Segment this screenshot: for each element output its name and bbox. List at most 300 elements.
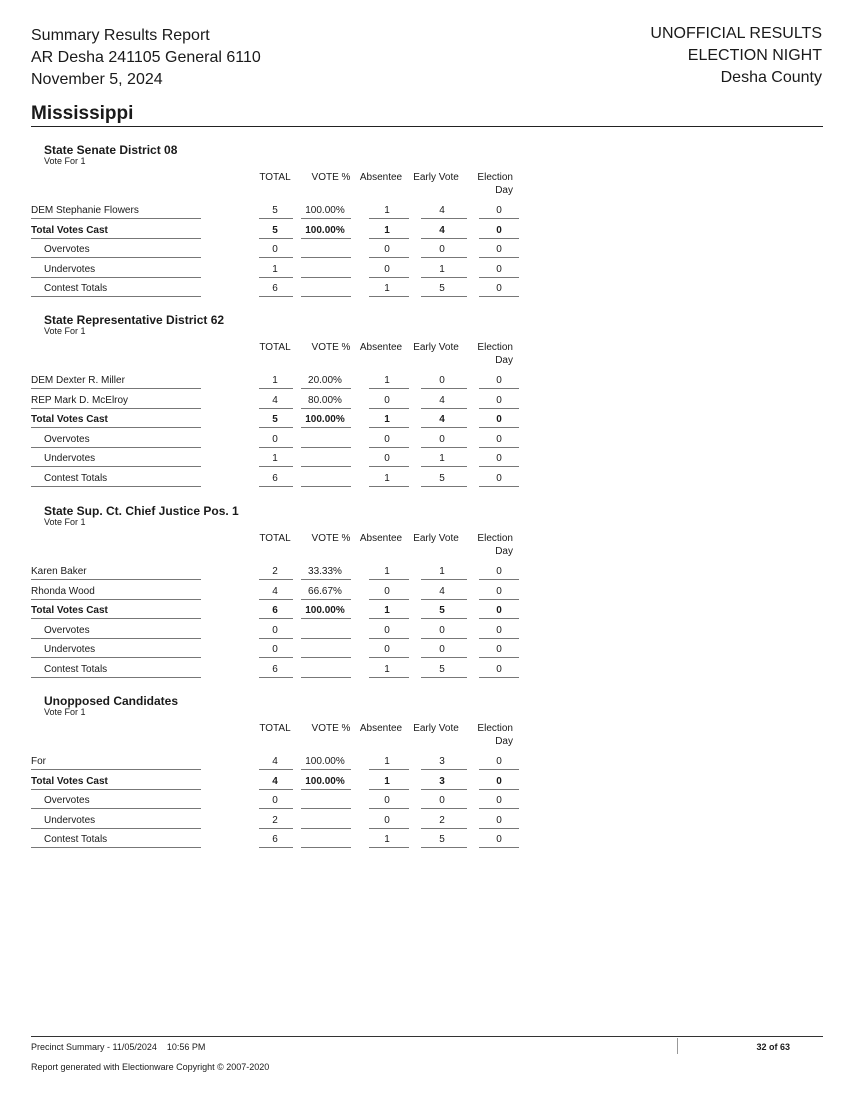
- row-label: Karen Baker: [31, 566, 87, 577]
- election-night-label: ELECTION NIGHT: [687, 47, 822, 64]
- row-underline: [369, 277, 409, 278]
- cell-total: 0: [272, 795, 278, 807]
- row-underline: [479, 677, 519, 678]
- cell-early-vote: 0: [439, 244, 445, 256]
- row-underline: [259, 808, 293, 809]
- row-underline: [421, 638, 467, 639]
- cell-early-vote: 1: [439, 263, 445, 275]
- cell-absentee: 0: [384, 244, 390, 256]
- vote-for-label: Vote For 1: [44, 707, 86, 717]
- county-name: Desha County: [720, 69, 822, 86]
- row-underline: [31, 466, 201, 467]
- row-underline: [259, 638, 293, 639]
- row-label: Contest Totals: [44, 473, 108, 484]
- cell-total: 5: [272, 205, 278, 216]
- row-label: Contest Totals: [44, 834, 108, 846]
- row-underline: [479, 828, 519, 829]
- row-underline: [301, 599, 351, 600]
- row-underline: [421, 238, 467, 239]
- election-name: AR Desha 241105 General 6110: [31, 49, 261, 66]
- row-underline: [301, 808, 351, 809]
- row-underline: [369, 238, 409, 239]
- result-row: [31, 240, 511, 258]
- cell-election-day: 0: [496, 775, 502, 787]
- row-underline: [421, 828, 467, 829]
- row-label: DEM Stephanie Flowers: [31, 205, 139, 216]
- cell-vote-percent: 80.00%: [308, 394, 342, 406]
- result-row: [31, 221, 511, 239]
- election-date: November 5, 2024: [31, 71, 163, 88]
- cell-early-vote: 0: [439, 433, 445, 445]
- column-header-vote-percent: VOTE %: [311, 723, 351, 734]
- row-underline: [479, 638, 519, 639]
- cell-vote-percent: 66.67%: [308, 585, 342, 597]
- row-underline: [31, 618, 201, 619]
- result-row: [31, 201, 511, 219]
- row-underline: [301, 847, 351, 848]
- row-label: Contest Totals: [44, 664, 108, 675]
- result-row: [31, 830, 511, 848]
- row-underline: [369, 427, 409, 428]
- cell-early-vote: 4: [439, 205, 445, 216]
- row-underline: [301, 277, 351, 278]
- row-underline: [369, 808, 409, 809]
- row-label: REP Mark D. McElroy: [31, 394, 129, 406]
- row-underline: [31, 789, 201, 790]
- cell-vote-percent: 20.00%: [308, 375, 342, 386]
- row-underline: [259, 218, 293, 219]
- row-underline: [301, 789, 351, 790]
- column-header-vote-percent: VOTE %: [311, 533, 351, 544]
- row-underline: [369, 408, 409, 409]
- column-header-early-vote: Early Vote: [413, 533, 459, 544]
- cell-early-vote: 4: [439, 414, 445, 426]
- row-underline: [421, 847, 467, 848]
- vote-for-label: Vote For 1: [44, 517, 86, 527]
- row-underline: [421, 277, 467, 278]
- cell-election-day: 0: [496, 433, 502, 445]
- row-underline: [421, 789, 467, 790]
- column-header-total: TOTAL: [259, 172, 291, 183]
- row-underline: [31, 599, 201, 600]
- column-header-early-vote: Early Vote: [413, 342, 459, 353]
- header-divider: [31, 126, 823, 127]
- cell-election-day: 0: [496, 566, 502, 577]
- row-underline: [31, 238, 201, 239]
- row-label: Overvotes: [44, 795, 90, 807]
- row-underline: [421, 427, 467, 428]
- cell-total: 0: [272, 244, 278, 256]
- cell-absentee: 1: [384, 775, 390, 787]
- row-underline: [479, 257, 519, 258]
- cell-early-vote: 2: [439, 814, 445, 826]
- cell-election-day: 0: [496, 814, 502, 826]
- page-number: 32 of 63: [756, 1042, 790, 1052]
- row-label: Undervotes: [44, 644, 96, 656]
- row-underline: [31, 408, 201, 409]
- column-header-absentee: Absentee: [359, 172, 403, 183]
- cell-total: 6: [272, 473, 278, 484]
- cell-absentee: 0: [384, 433, 390, 445]
- row-underline: [369, 447, 409, 448]
- footer-time: 10:56 PM: [166, 1042, 206, 1052]
- column-header-election-day: [471, 341, 513, 367]
- row-label: Contest Totals: [44, 283, 108, 295]
- cell-absentee: 0: [384, 585, 390, 597]
- column-header-election-day-line2: Day: [495, 185, 513, 196]
- row-label: Undervotes: [44, 263, 96, 275]
- row-underline: [421, 296, 467, 297]
- row-underline: [421, 769, 467, 770]
- row-underline: [301, 218, 351, 219]
- vote-for-label: Vote For 1: [44, 156, 86, 166]
- unofficial-label: UNOFFICIAL RESULTS: [650, 25, 822, 42]
- row-underline: [369, 769, 409, 770]
- row-underline: [369, 599, 409, 600]
- column-header-election-day: [471, 722, 513, 748]
- row-underline: [301, 828, 351, 829]
- cell-election-day: 0: [496, 263, 502, 275]
- vote-for-label: Vote For 1: [44, 326, 86, 336]
- row-underline: [421, 257, 467, 258]
- row-underline: [31, 257, 201, 258]
- result-row: [31, 752, 511, 770]
- result-row: [31, 621, 511, 639]
- row-underline: [301, 638, 351, 639]
- row-label: Overvotes: [44, 244, 90, 256]
- result-row: [31, 410, 511, 428]
- row-underline: [31, 808, 201, 809]
- row-underline: [259, 466, 293, 467]
- row-underline: [259, 579, 293, 580]
- cell-early-vote: 1: [439, 453, 445, 465]
- column-header-election-day-line1: Election: [477, 342, 513, 353]
- result-row: [31, 582, 511, 600]
- cell-absentee: 1: [384, 566, 390, 577]
- row-underline: [301, 408, 351, 409]
- result-row: [31, 772, 511, 790]
- result-row: [31, 371, 511, 389]
- column-header-vote-percent: VOTE %: [311, 342, 351, 353]
- row-underline: [31, 277, 201, 278]
- row-underline: [479, 218, 519, 219]
- row-underline: [479, 579, 519, 580]
- row-underline: [31, 847, 201, 848]
- contest-title: Unopposed Candidates: [44, 694, 179, 708]
- row-underline: [479, 618, 519, 619]
- row-underline: [301, 579, 351, 580]
- row-underline: [259, 408, 293, 409]
- column-header-election-day-line2: Day: [495, 736, 513, 747]
- column-header-total: TOTAL: [259, 342, 291, 353]
- cell-absentee: 0: [384, 263, 390, 275]
- footer-divider: [31, 1036, 823, 1037]
- cell-early-vote: 0: [439, 644, 445, 656]
- result-row: [31, 279, 511, 297]
- row-label: Total Votes Cast: [31, 224, 108, 236]
- row-underline: [369, 486, 409, 487]
- row-underline: [369, 677, 409, 678]
- row-underline: [479, 296, 519, 297]
- cell-election-day: 0: [496, 283, 502, 295]
- row-underline: [301, 769, 351, 770]
- column-header-vote-percent: VOTE %: [311, 172, 351, 183]
- cell-absentee: 1: [384, 224, 390, 236]
- row-underline: [369, 388, 409, 389]
- cell-election-day: 0: [496, 605, 502, 617]
- result-row: [31, 260, 511, 278]
- column-header-absentee: Absentee: [359, 342, 403, 353]
- row-label: Rhonda Wood: [31, 585, 95, 597]
- row-underline: [369, 579, 409, 580]
- cell-absentee: 1: [384, 834, 390, 846]
- footer-summary: [31, 1042, 205, 1052]
- column-header-absentee: Absentee: [359, 533, 403, 544]
- column-header-early-vote: Early Vote: [413, 172, 459, 183]
- cell-total: 5: [272, 414, 278, 426]
- row-label: Undervotes: [44, 453, 96, 465]
- column-header-total: TOTAL: [259, 533, 291, 544]
- cell-early-vote: 4: [439, 585, 445, 597]
- row-underline: [479, 238, 519, 239]
- cell-early-vote: 5: [439, 664, 445, 675]
- cell-early-vote: 0: [439, 624, 445, 636]
- row-label: Total Votes Cast: [31, 414, 108, 426]
- cell-election-day: 0: [496, 664, 502, 675]
- cell-election-day: 0: [496, 244, 502, 256]
- contest-title: State Sup. Ct. Chief Justice Pos. 1: [44, 504, 239, 518]
- row-label: Total Votes Cast: [31, 775, 108, 787]
- column-header-election-day-line1: Election: [477, 533, 513, 544]
- row-underline: [31, 828, 201, 829]
- row-underline: [301, 677, 351, 678]
- cell-early-vote: 0: [439, 375, 445, 386]
- cell-absentee: 1: [384, 605, 390, 617]
- row-underline: [259, 388, 293, 389]
- cell-total: 4: [272, 756, 278, 767]
- cell-total: 6: [272, 283, 278, 295]
- cell-absentee: 1: [384, 283, 390, 295]
- column-header-election-day-line1: Election: [477, 172, 513, 183]
- row-underline: [301, 657, 351, 658]
- cell-absentee: 0: [384, 453, 390, 465]
- row-underline: [301, 238, 351, 239]
- cell-early-vote: 4: [439, 224, 445, 236]
- row-underline: [479, 599, 519, 600]
- row-underline: [31, 579, 201, 580]
- cell-election-day: 0: [496, 224, 502, 236]
- row-underline: [31, 427, 201, 428]
- row-underline: [421, 808, 467, 809]
- cell-vote-percent: 100.00%: [305, 414, 345, 426]
- cell-early-vote: 4: [439, 394, 445, 406]
- cell-total: 0: [272, 624, 278, 636]
- cell-vote-percent: 100.00%: [305, 605, 345, 617]
- row-underline: [369, 218, 409, 219]
- column-header-early-vote: Early Vote: [413, 723, 459, 734]
- result-row: [31, 601, 511, 619]
- cell-total: 4: [272, 394, 278, 406]
- row-underline: [479, 847, 519, 848]
- cell-total: 2: [272, 814, 278, 826]
- cell-early-vote: 5: [439, 605, 445, 617]
- row-underline: [479, 447, 519, 448]
- row-underline: [259, 486, 293, 487]
- row-underline: [31, 296, 201, 297]
- cell-election-day: 0: [496, 394, 502, 406]
- cell-election-day: 0: [496, 585, 502, 597]
- cell-vote-percent: 33.33%: [308, 566, 342, 577]
- cell-early-vote: 1: [439, 566, 445, 577]
- cell-absentee: 1: [384, 664, 390, 675]
- row-label: Overvotes: [44, 624, 90, 636]
- cell-absentee: 1: [384, 473, 390, 484]
- cell-election-day: 0: [496, 473, 502, 484]
- row-underline: [31, 657, 201, 658]
- report-header-right: [650, 23, 822, 89]
- row-underline: [421, 657, 467, 658]
- cell-total: 1: [272, 263, 278, 275]
- cell-vote-percent: 100.00%: [305, 224, 345, 236]
- row-underline: [259, 828, 293, 829]
- row-underline: [479, 408, 519, 409]
- row-underline: [31, 218, 201, 219]
- result-row: [31, 430, 511, 448]
- footer-separator: [677, 1038, 678, 1054]
- column-header-election-day-line2: Day: [495, 546, 513, 557]
- cell-total: 4: [272, 585, 278, 597]
- report-title: Summary Results Report: [31, 27, 210, 44]
- row-underline: [369, 257, 409, 258]
- cell-election-day: 0: [496, 834, 502, 846]
- row-underline: [369, 789, 409, 790]
- cell-election-day: 0: [496, 795, 502, 807]
- cell-absentee: 1: [384, 414, 390, 426]
- row-underline: [421, 218, 467, 219]
- row-underline: [479, 789, 519, 790]
- row-underline: [479, 466, 519, 467]
- row-underline: [479, 427, 519, 428]
- footer-summary-label: Precinct Summary - 11/05/2024: [31, 1042, 157, 1052]
- cell-election-day: 0: [496, 453, 502, 465]
- row-underline: [421, 388, 467, 389]
- row-underline: [259, 618, 293, 619]
- cell-vote-percent: 100.00%: [305, 205, 345, 216]
- row-underline: [369, 296, 409, 297]
- cell-total: 1: [272, 453, 278, 465]
- row-underline: [31, 486, 201, 487]
- cell-vote-percent: 100.00%: [305, 756, 345, 767]
- cell-early-vote: 5: [439, 834, 445, 846]
- cell-absentee: 0: [384, 644, 390, 656]
- result-row: [31, 391, 511, 409]
- row-underline: [301, 447, 351, 448]
- row-underline: [301, 486, 351, 487]
- row-underline: [369, 466, 409, 467]
- row-label: Total Votes Cast: [31, 605, 108, 617]
- cell-early-vote: 0: [439, 795, 445, 807]
- row-underline: [369, 638, 409, 639]
- result-row: [31, 640, 511, 658]
- row-underline: [259, 296, 293, 297]
- row-underline: [31, 388, 201, 389]
- cell-election-day: 0: [496, 644, 502, 656]
- column-header-election-day: [471, 532, 513, 558]
- cell-election-day: 0: [496, 756, 502, 767]
- cell-election-day: 0: [496, 624, 502, 636]
- row-underline: [421, 579, 467, 580]
- cell-election-day: 0: [496, 375, 502, 386]
- contest-title: State Senate District 08: [44, 143, 178, 157]
- precinct-name: Mississippi: [31, 103, 134, 124]
- row-underline: [301, 388, 351, 389]
- cell-election-day: 0: [496, 414, 502, 426]
- row-underline: [369, 657, 409, 658]
- row-underline: [479, 486, 519, 487]
- cell-early-vote: 5: [439, 473, 445, 484]
- row-underline: [259, 769, 293, 770]
- cell-absentee: 1: [384, 375, 390, 386]
- row-underline: [259, 789, 293, 790]
- cell-total: 6: [272, 834, 278, 846]
- row-underline: [259, 238, 293, 239]
- cell-absentee: 0: [384, 814, 390, 826]
- row-underline: [259, 599, 293, 600]
- row-underline: [259, 427, 293, 428]
- row-underline: [369, 847, 409, 848]
- row-underline: [479, 769, 519, 770]
- row-underline: [479, 388, 519, 389]
- column-header-election-day: [471, 171, 513, 197]
- row-underline: [421, 599, 467, 600]
- row-underline: [31, 638, 201, 639]
- row-underline: [421, 466, 467, 467]
- row-underline: [259, 847, 293, 848]
- row-underline: [259, 277, 293, 278]
- row-underline: [259, 257, 293, 258]
- row-underline: [259, 657, 293, 658]
- cell-early-vote: 5: [439, 283, 445, 295]
- column-header-election-day-line2: Day: [495, 355, 513, 366]
- row-underline: [259, 447, 293, 448]
- cell-absentee: 1: [384, 756, 390, 767]
- result-row: [31, 562, 511, 580]
- cell-total: 2: [272, 566, 278, 577]
- row-underline: [369, 828, 409, 829]
- row-underline: [421, 618, 467, 619]
- row-underline: [31, 769, 201, 770]
- cell-absentee: 0: [384, 624, 390, 636]
- column-header-election-day-line1: Election: [477, 723, 513, 734]
- cell-total: 6: [272, 664, 278, 675]
- cell-vote-percent: 100.00%: [305, 775, 345, 787]
- row-underline: [301, 257, 351, 258]
- column-header-total: TOTAL: [259, 723, 291, 734]
- cell-total: 0: [272, 433, 278, 445]
- row-underline: [31, 447, 201, 448]
- cell-total: 4: [272, 775, 278, 787]
- row-label: Overvotes: [44, 433, 90, 445]
- row-underline: [301, 427, 351, 428]
- cell-total: 5: [272, 224, 278, 236]
- cell-election-day: 0: [496, 205, 502, 216]
- row-underline: [421, 677, 467, 678]
- cell-absentee: 1: [384, 205, 390, 216]
- row-underline: [421, 447, 467, 448]
- cell-early-vote: 3: [439, 756, 445, 767]
- row-underline: [31, 677, 201, 678]
- row-underline: [259, 677, 293, 678]
